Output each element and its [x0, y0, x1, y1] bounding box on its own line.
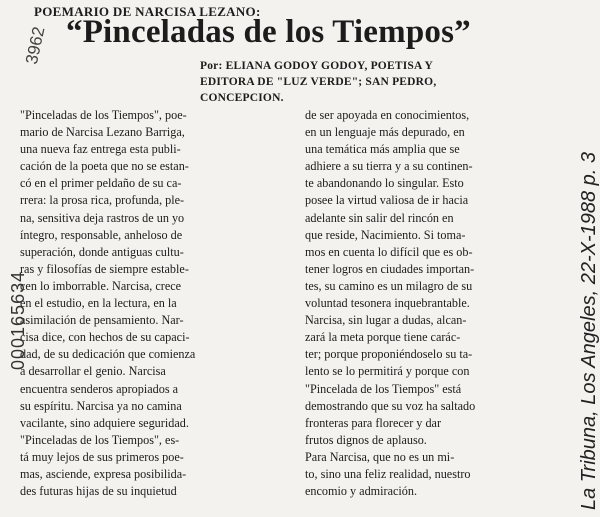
- text-line: a desarrollar el genio. Narcisa: [20, 364, 166, 379]
- byline: [200, 58, 560, 106]
- text-line: "Pincelada de los Tiempos" está: [305, 381, 462, 396]
- text-line: de ser apoyada en conocimientos,: [305, 108, 470, 122]
- text-line: ras y filosofías de siempre estable-: [20, 261, 189, 276]
- text-line: Para Narcisa, que no es un mi-: [305, 449, 455, 464]
- kicker: POEMARIO DE NARCISA LEZANO:: [34, 4, 261, 19]
- text-line: Narcisa, sin lugar a dudas, alcan-: [305, 313, 467, 328]
- headline: “Pinceladas de los Tiempos”: [66, 14, 471, 50]
- text-line: en el estudio, en la lectura, en la: [20, 296, 177, 311]
- text-line: fronteras para florecer y dar: [305, 415, 442, 430]
- handwritten-id: 000165634: [8, 270, 28, 370]
- text-line: zará la meta porque tiene carác-: [305, 330, 461, 345]
- text-line: demostrando que su voz ha saltado: [305, 398, 476, 413]
- text-line: tes, su camino es un milagro de su: [305, 278, 473, 293]
- text-line: encuentra senderos apropiados a: [20, 381, 179, 396]
- text-line: có en el primer peldaño de su ca-: [20, 176, 182, 191]
- text-line: encomio y admiración.: [305, 484, 418, 499]
- text-line: voluntad tesonera inquebrantable.: [305, 296, 470, 311]
- text-line: lento se lo permitirá y porque con: [305, 364, 470, 379]
- handwritten-source-note: La Tribuna, Los Angeles, 22-X-1988 p. 3: [578, 151, 600, 510]
- text-line: des futuras hijas de su inquietud: [20, 484, 177, 499]
- text-line: cación de la poeta que no se estan-: [20, 159, 189, 174]
- column-2: [305, 107, 557, 500]
- text-line: adelante sin salir del rincón en: [305, 210, 454, 225]
- text-line: mas, asciende, expresa posibilida-: [20, 466, 187, 481]
- text-line: superación, donde antiguas cultu-: [20, 244, 184, 259]
- handwritten-number: 3962: [22, 24, 49, 66]
- text-line: dad, de su dedicación que comienza: [20, 347, 196, 362]
- text-line: "Pinceladas de los Tiempos", poe-: [20, 108, 187, 122]
- text-line: rrera: la prosa rica, profunda, ple-: [20, 193, 185, 208]
- text-line: mos en cuenta lo difícil que es ob-: [305, 244, 473, 259]
- text-line: su espíritu. Narcisa ya no camina: [20, 398, 182, 413]
- text-line: una temática más amplia que se: [305, 142, 460, 157]
- text-line: to, sino una feliz realidad, nuestro: [305, 466, 471, 481]
- text-line: cen lo imborrable. Narcisa, crece: [20, 278, 182, 293]
- text-line: adhiere a su tierra y a su continen-: [305, 159, 473, 174]
- text-line: mario de Narcisa Lezano Barriga,: [20, 125, 185, 140]
- text-line: na, sensitiva deja rastros de un yo: [20, 210, 185, 225]
- column-1: [20, 107, 270, 500]
- text-line: posee la virtud valiosa de ir hacia: [305, 193, 469, 208]
- byline-line: CONCEPCION.: [200, 92, 284, 104]
- text-line: íntegro, responsable, anheloso de: [20, 227, 183, 242]
- text-line: frutos dignos de aplauso.: [305, 432, 427, 447]
- text-line: ter; porque proponiéndoselo su ta-: [305, 347, 473, 362]
- text-line: te abandonando lo singular. Esto: [305, 176, 464, 191]
- text-line: asimilación de pensamiento. Nar-: [20, 313, 184, 328]
- text-line: "Pinceladas de los Tiempos", es-: [20, 432, 180, 447]
- text-line: una nueva faz entrega esta publi-: [20, 142, 181, 157]
- text-line: tá muy lejos de sus primeros poe-: [20, 449, 184, 464]
- text-line: cisa dice, con hechos de su capaci-: [20, 330, 190, 345]
- byline-line: Por: ELIANA GODOY GODOY, POETISA Y: [200, 60, 433, 72]
- text-line: en un lenguaje más depurado, en: [305, 125, 465, 140]
- text-line: tener logros en ciudades importan-: [305, 261, 475, 276]
- text-line: vacilante, sino adquiere seguridad.: [20, 415, 189, 430]
- byline-line: EDITORA DE "LUZ VERDE"; SAN PEDRO,: [200, 76, 437, 88]
- text-line: que reside, Nacimiento. Si toma-: [305, 227, 466, 242]
